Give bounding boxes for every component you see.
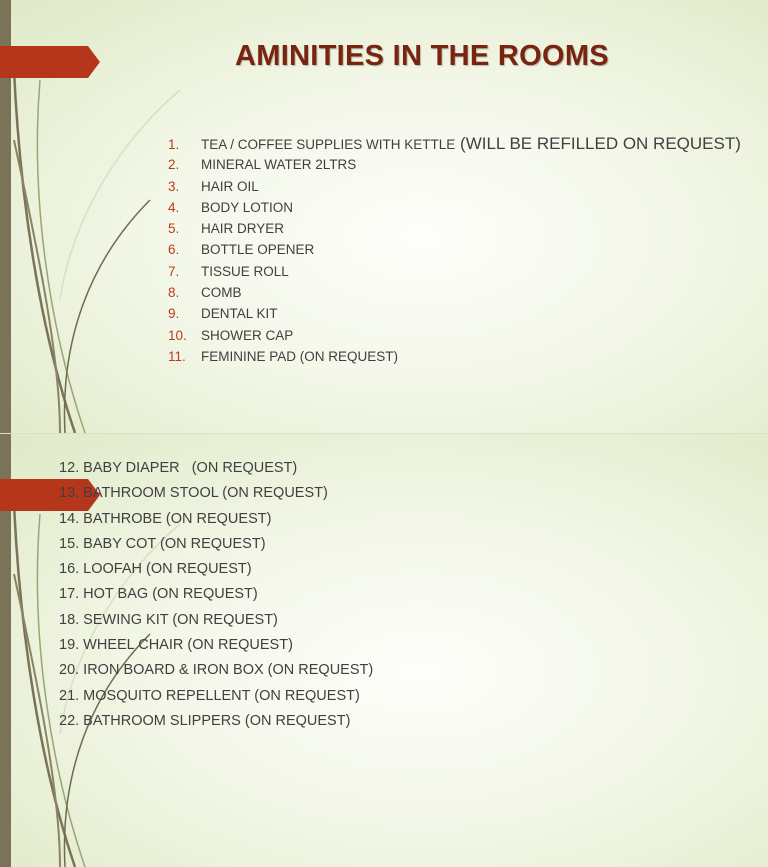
list-item: 6. BOTTLE OPENER: [168, 242, 315, 258]
list-item: 13. BATHROOM STOOL (ON REQUEST): [59, 485, 328, 502]
list-item: 9. DENTAL KIT: [168, 306, 278, 322]
list-item: 12. BABY DIAPER (ON REQUEST): [59, 460, 298, 476]
list-item: 11. FEMININE PAD (ON REQUEST): [168, 348, 399, 364]
list-item: 18. SEWING KIT (ON REQUEST): [59, 611, 278, 628]
list-item: 21. MOSQUITO REPELLENT (ON REQUEST): [59, 687, 360, 704]
amenities-list-1: [168, 133, 741, 367]
slide-1: [0, 0, 768, 433]
list-item: 16. LOOFAH (ON REQUEST): [59, 561, 252, 578]
list-item: 15. BABY COT (ON REQUEST): [59, 535, 266, 552]
list-item: 7. TISSUE ROLL: [168, 263, 289, 279]
list-item: 1. TEA / COFFEE SUPPLIES WITH KETTLE (WILL BE REFILLED ON REQUEST): [168, 134, 741, 153]
list-item: 4. BODY LOTION: [168, 199, 294, 215]
list-item: 2. MINERAL WATER 2LTRS: [168, 157, 357, 173]
list-item: 10. SHOWER CAP: [168, 327, 294, 343]
list-item: 20. IRON BOARD & IRON BOX (ON REQUEST): [59, 662, 374, 679]
arrow-marker: [0, 46, 100, 78]
list-item: 3. HAIR OIL: [168, 178, 259, 194]
list-item: 8. COMB: [168, 285, 242, 301]
amenities-list-2: [59, 456, 373, 734]
list-item: 22. BATHROOM SLIPPERS (ON REQUEST): [59, 712, 351, 729]
list-item: 5. HAIR DRYER: [168, 221, 285, 237]
list-item: 19. WHEEL CHAIR (ON REQUEST): [59, 637, 293, 654]
slide-2: [0, 433, 768, 867]
list-item: 17. HOT BAG (ON REQUEST): [59, 586, 258, 603]
list-item: 14. BATHROBE (ON REQUEST): [59, 510, 272, 527]
page-title: AMINITIES IN THE ROOMS: [235, 40, 609, 72]
